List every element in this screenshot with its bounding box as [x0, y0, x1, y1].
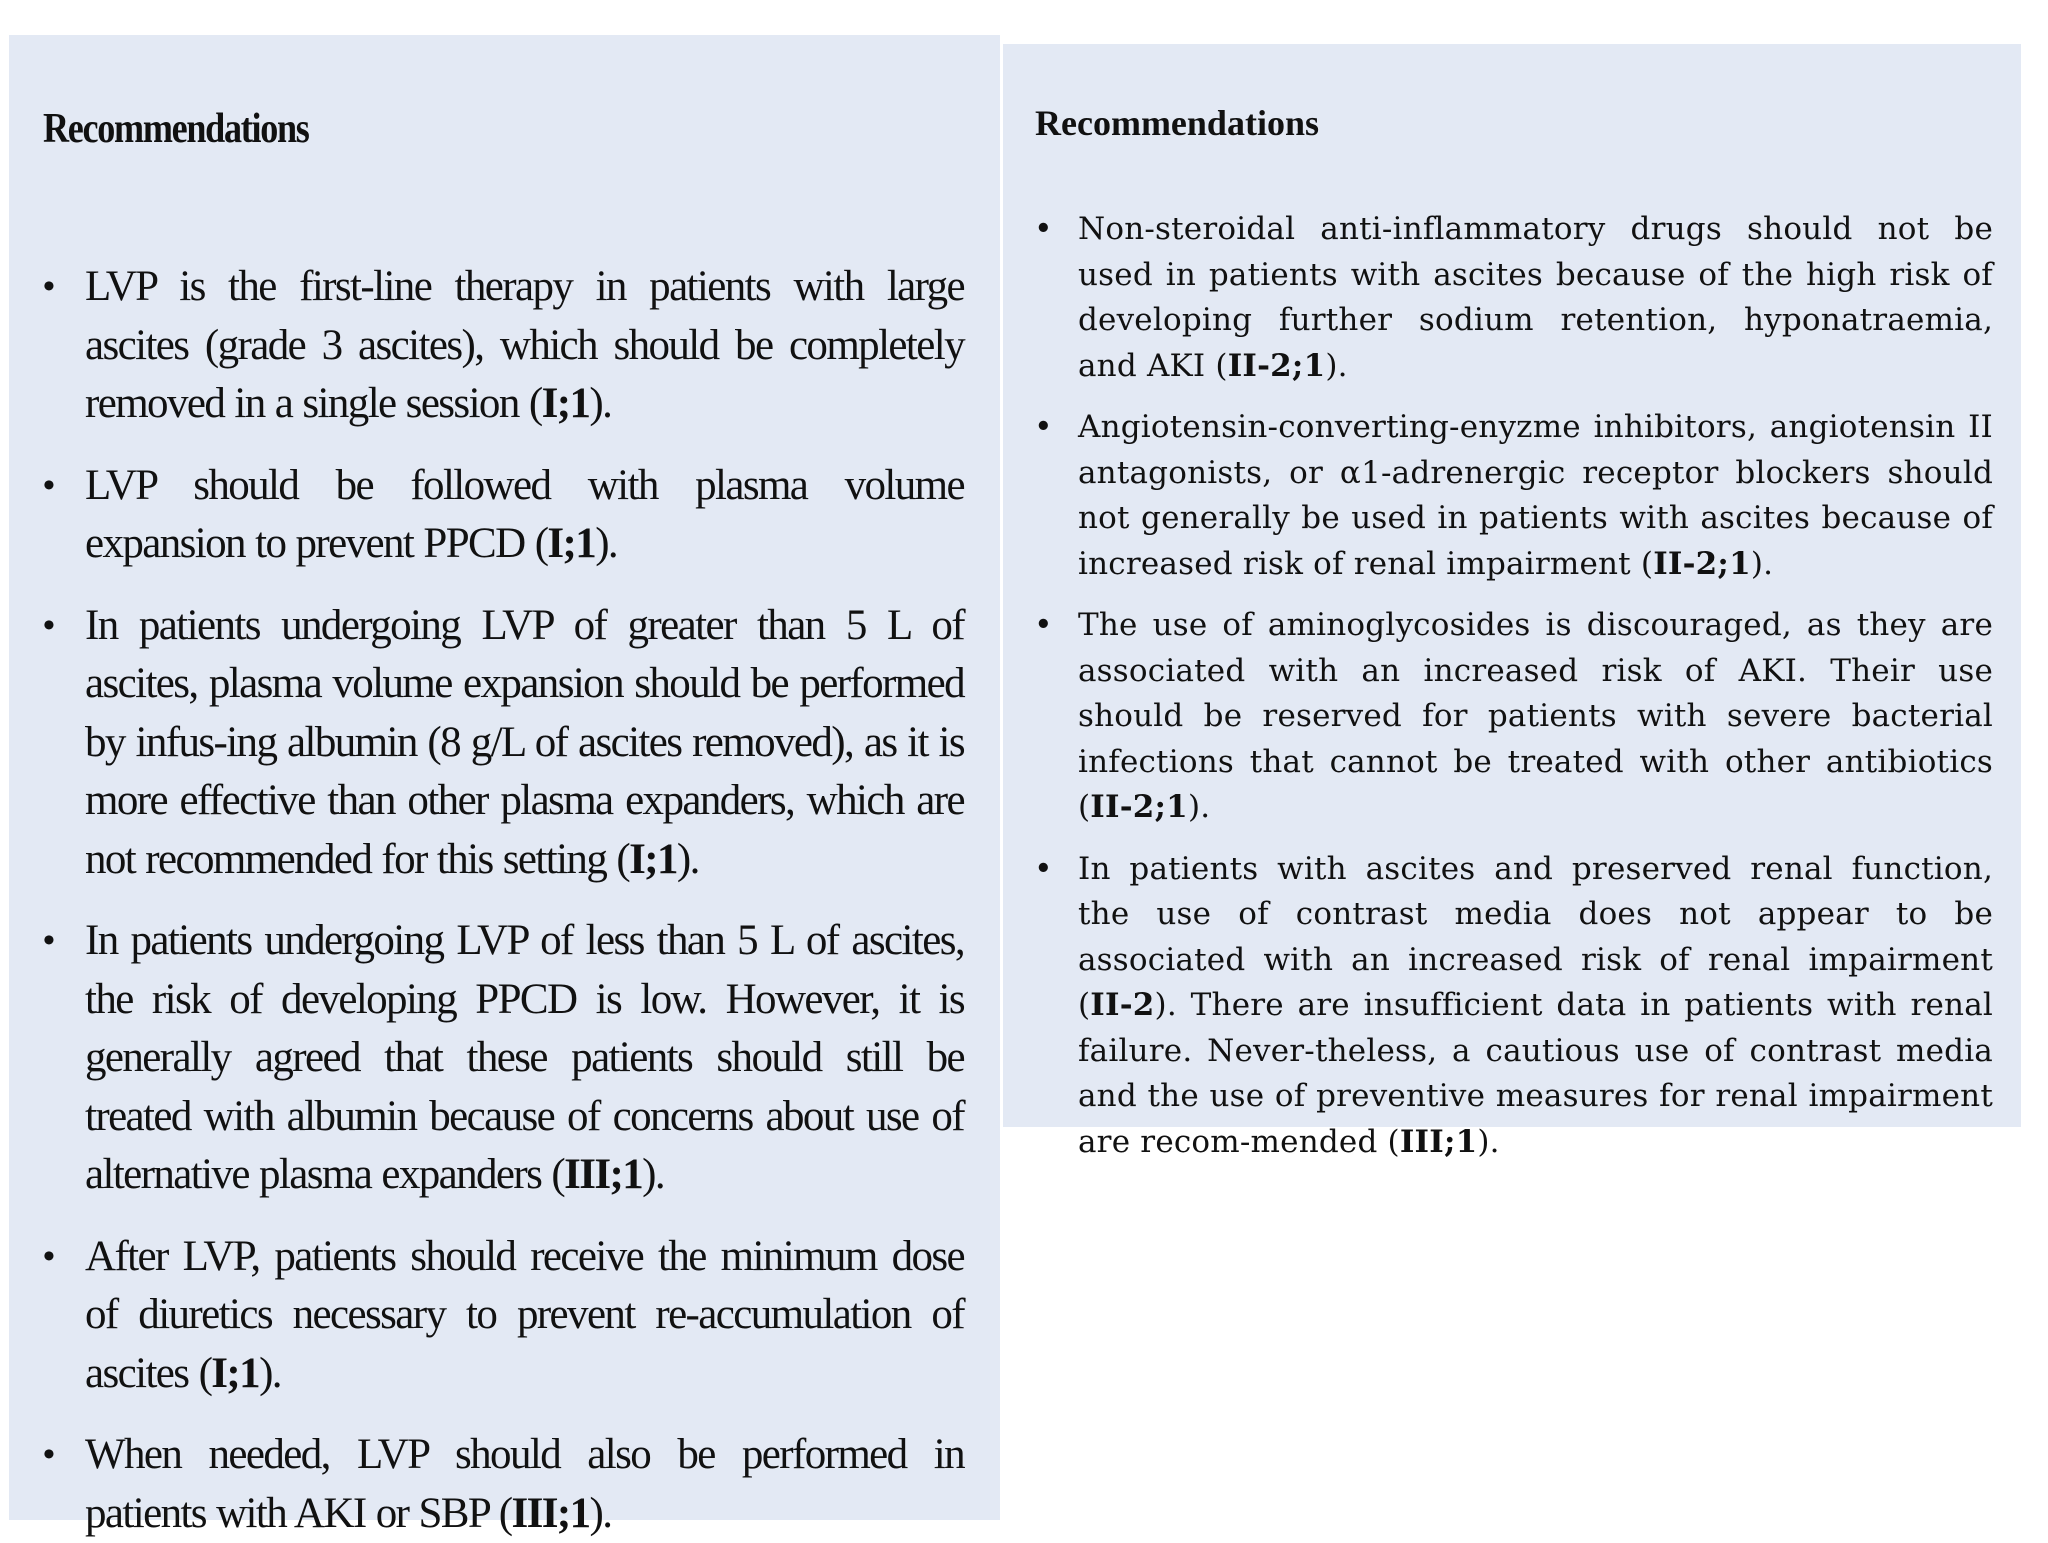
evidence-grade: III;1	[511, 1489, 590, 1537]
evidence-grade: I;1	[629, 835, 677, 883]
evidence-grade: II-2	[1090, 987, 1155, 1023]
evidence-grade: I;1	[541, 380, 590, 427]
evidence-grade: I;1	[547, 520, 596, 567]
left-recommendations-list	[43, 258, 964, 1543]
bullet-icon: •	[43, 466, 54, 504]
evidence-grade: II-2;1	[1090, 789, 1188, 825]
evidence-grade: I;1	[211, 1349, 260, 1397]
list-item: • LVP is the first-line therapy in patients with large ascites (grade 3 ascites), which should be completely removed in a single session (I;1).	[43, 258, 964, 434]
list-item: • When needed, LVP should also be performed in patients with AKI or SBP (III;1).	[43, 1426, 964, 1543]
bullet-icon: •	[43, 1436, 54, 1473]
evidence-grade: II-2;1	[1227, 347, 1326, 384]
bullet-icon: •	[43, 268, 54, 305]
list-item: • The use of aminoglycosides is discouraged, as they are associated with an increased risk of AKI. Their use should be reserved for patients with severe bacterial infections that cannot be treated with other antibiotics (II-2;1).	[1035, 603, 1993, 831]
list-item: • In patients undergoing LVP of less than 5 L of ascites, the risk of developing PPCD is low. However, it is generally agreed that these patients should still be treated with albumin because of concerns about use of alternative plasma expanders (III;1).	[43, 912, 964, 1205]
list-item: • In patients undergoing LVP of greater than 5 L of ascites, plasma volume expansion should be performed by infus-ing albumin (8 g/L of ascites removed), as it is more effective than other plasma expanders, which are not recommended for this setting (I;1).	[43, 597, 964, 890]
right-panel-heading: Recommendations	[1035, 103, 1319, 143]
evidence-grade: II-2;1	[1653, 545, 1751, 582]
bullet-icon: •	[43, 1237, 54, 1275]
list-item: • After LVP, patients should receive the minimum dose of diuretics necessary to prevent re-accumulation of ascites (I;1).	[43, 1228, 964, 1404]
bullet-icon: •	[1035, 853, 1052, 884]
list-item: • Non-steroidal anti-inflammatory drugs should not be used in patients with ascites because of the high risk of developing further sodium retention, hyponatraemia, and AKI (II-2;1).	[1035, 207, 1993, 389]
left-recommendations-panel	[9, 35, 1000, 1537]
right-recommendations-panel	[1003, 44, 2021, 1160]
bullet-icon: •	[43, 922, 54, 959]
list-item: • Angiotensin-converting-enyzme inhibitors, angiotensin II antagonists, or α1-adrenergic receptor blockers should not generally be used in patients with ascites because of increased risk of renal impairment (II-2;1).	[1035, 405, 1993, 587]
left-panel-heading: Recommendations	[43, 106, 309, 152]
evidence-grade: III;1	[564, 1151, 643, 1198]
bullet-icon: •	[1035, 412, 1052, 442]
list-item: • In patients with ascites and preserved renal function, the use of contrast media does not appear to be associated with an increased risk of renal impairment (II-2). There are insufficient data in patients with renal failure. Never-theless, a cautious use of contrast media and the use of preventive measures for renal impairment are recom-mended (III;1).	[1035, 847, 1993, 1166]
bullet-icon: •	[43, 606, 54, 644]
list-item: • LVP should be followed with plasma volume expansion to prevent PPCD (I;1).	[43, 457, 964, 574]
right-recommendations-list	[1035, 207, 1993, 1165]
evidence-grade: III;1	[1399, 1123, 1478, 1160]
bullet-icon: •	[1035, 610, 1052, 640]
bullet-icon: •	[1035, 214, 1052, 244]
